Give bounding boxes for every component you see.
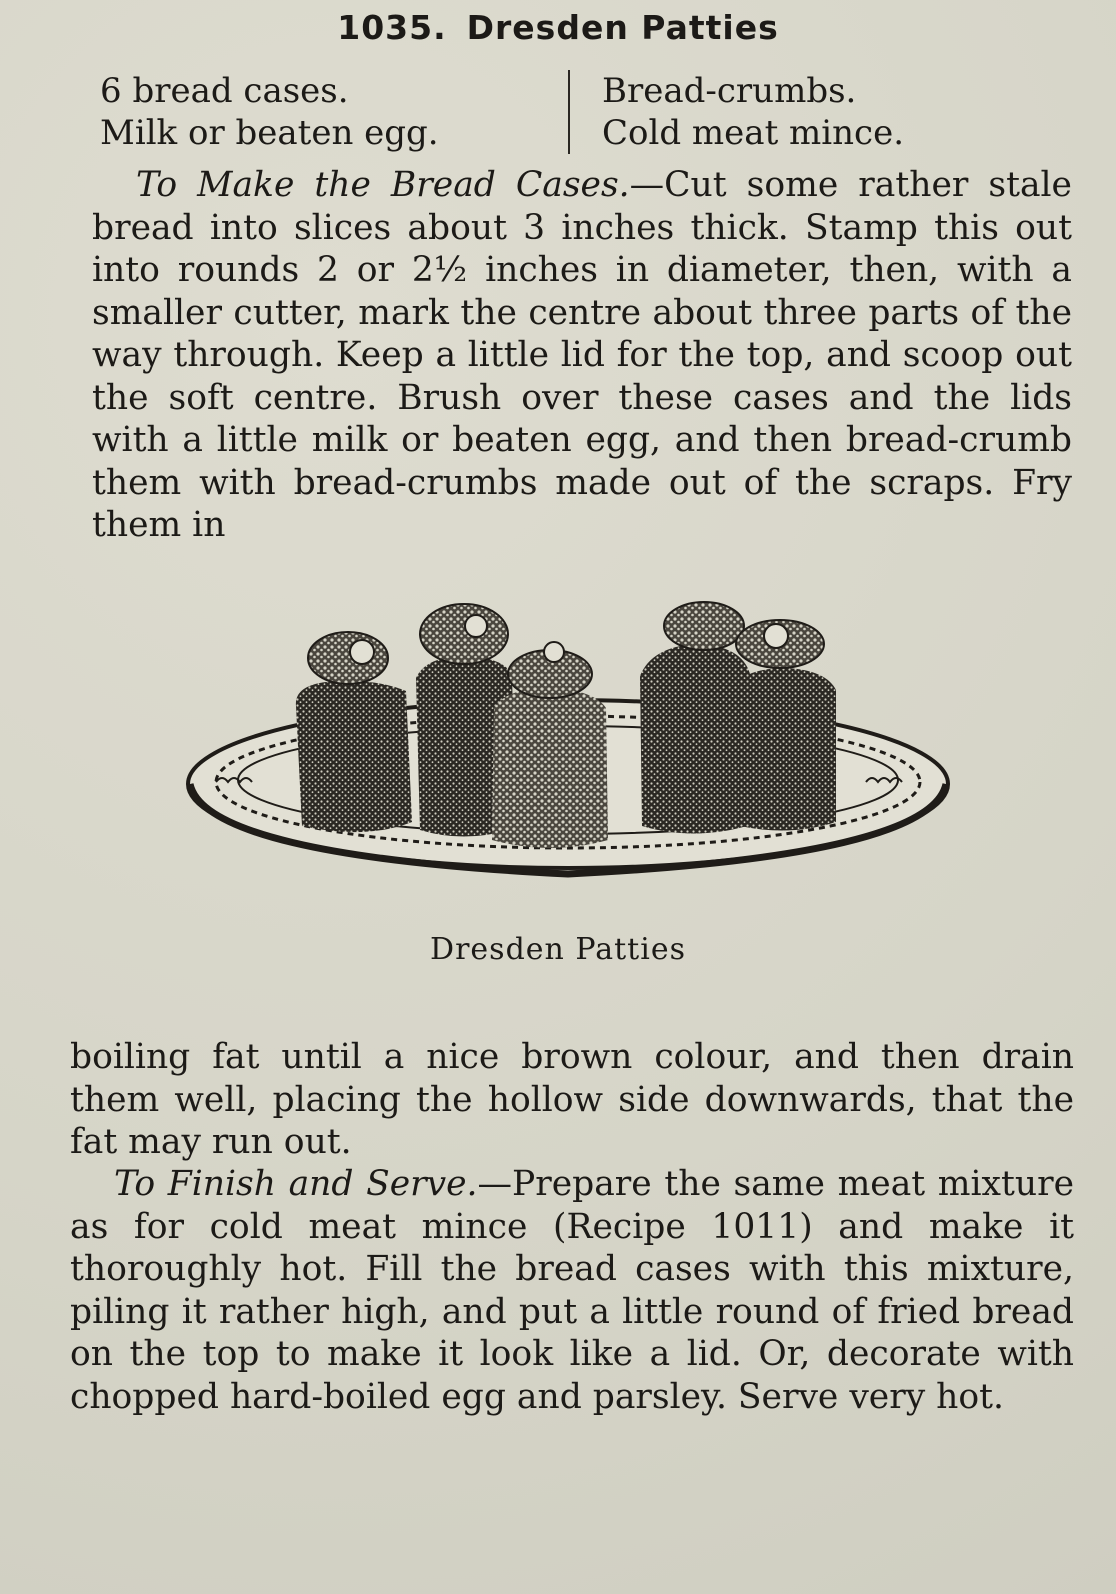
- paragraph-frying: [70, 1036, 1074, 1164]
- ingredient-item: 6 bread cases.: [100, 71, 349, 111]
- ingredients-column-left: [100, 70, 570, 154]
- ingredient-item: Cold meat mince.: [602, 113, 905, 153]
- paragraph-lead: To Make the Bread Cases.: [136, 165, 630, 205]
- paragraph-finish-serve: [70, 1163, 1074, 1418]
- paragraph-lead: To Finish and Serve.: [114, 1164, 478, 1204]
- paragraph-text: —Cut some rather stale bread into slices about 3 inches thick. Stamp this out into rounds 2 or 2½ inches in diameter, then, with a smaller cutter, mark the centre about three parts of the way through. Keep a little lid for the top, and scoop out the soft centre. Brush over these cases and the lids with a little milk or beaten egg, and then bread-crumb them with bread-crumbs made out of the scraps. Fry them in: [92, 165, 1072, 545]
- dresden-patties-illustration: [176, 596, 960, 906]
- ingredient-item: Bread-crumbs.: [602, 71, 857, 111]
- paragraph-text: —Prepare the same meat mixture as for cold meat mince (Recipe 1011) and make it thoroughly hot. Fill the bread cases with this mixture, piling it rather high, and put a little round of fried bread on the top to make it look like a lid. Or, decorate with chopped hard-boiled egg and parsley. Serve very hot.: [70, 1164, 1074, 1417]
- ingredients-column-right: [570, 70, 1060, 154]
- recipe-title: [0, 8, 1116, 47]
- paragraph-text: boiling fat until a nice brown colour, and then drain them well, placing the hollow side downwards, that the fat may run out.: [70, 1037, 1074, 1162]
- recipe-number: 1035.: [337, 8, 447, 47]
- figure-caption: Dresden Patties: [430, 932, 686, 967]
- ingredients-list: [100, 70, 1060, 154]
- patties-icon: [296, 602, 836, 848]
- paragraph-bread-cases: [92, 164, 1072, 547]
- recipe-name: Dresden Patties: [466, 8, 779, 47]
- ingredient-item: Milk or beaten egg.: [100, 113, 439, 153]
